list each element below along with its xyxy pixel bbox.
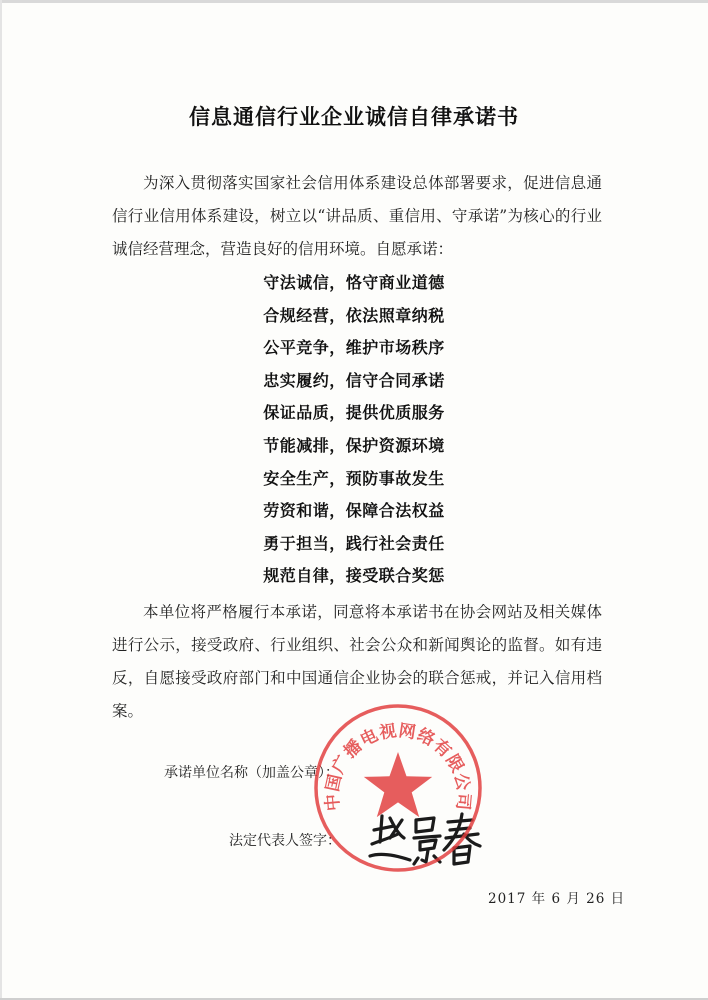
pledge-item: 守法诚信，恪守商业道德 xyxy=(263,273,445,292)
scan-edge-top xyxy=(0,0,708,3)
representative-label: 法定代表人签字： xyxy=(229,833,341,849)
company-seal xyxy=(310,700,486,876)
pledge-item: 忠实履约，信守合同承诺 xyxy=(263,370,445,390)
closing-text: 本单位将严格履行本承诺，同意将本承诺书在协会网站及相关媒体进行公示，接受政府、行业组织、社会公众和新闻舆论的监督。如有违反，自愿接受政府部门和中国通信企业协会的联合惩戒，并记入信用档案。 xyxy=(112,603,602,720)
pledge-item: 安全生产，预防事故发生 xyxy=(263,468,445,488)
pledge-item: 规范自律，接受联合奖惩 xyxy=(263,566,445,586)
seal-star-icon xyxy=(364,752,432,817)
intro-paragraph xyxy=(112,167,602,266)
pledge-item: 公平竞争，维护市场秩序 xyxy=(263,338,445,358)
pledge-item: 合规经营，依法照章纳税 xyxy=(263,305,445,325)
pledge-item: 节能减排，保护资源环境 xyxy=(263,435,445,455)
pledge-item: 劳资和谐，保障合法权益 xyxy=(263,501,445,521)
unit-name-label: 承诺单位名称（加盖公章）： xyxy=(164,765,339,781)
seal-text: 中国广播电视网络有限公司 xyxy=(322,720,474,812)
document-title: 信息通信行业企业诚信自律承诺书 xyxy=(189,105,519,129)
intro-text: 为深入贯彻落实国家社会信用体系建设总体部署要求，促进信息通信行业信用体系建设，树立以“讲品质、重信用、守承诺”为核心的行业诚信经营理念，营造良好的信用环境。自愿承诺： xyxy=(112,174,602,258)
pledge-item: 保证品质，提供优质服务 xyxy=(263,403,445,423)
pledge-item: 勇于担当，践行社会责任 xyxy=(263,533,445,553)
signing-date: 2017 年 6 月 26 日 xyxy=(488,891,626,907)
pledge-list xyxy=(0,267,708,593)
